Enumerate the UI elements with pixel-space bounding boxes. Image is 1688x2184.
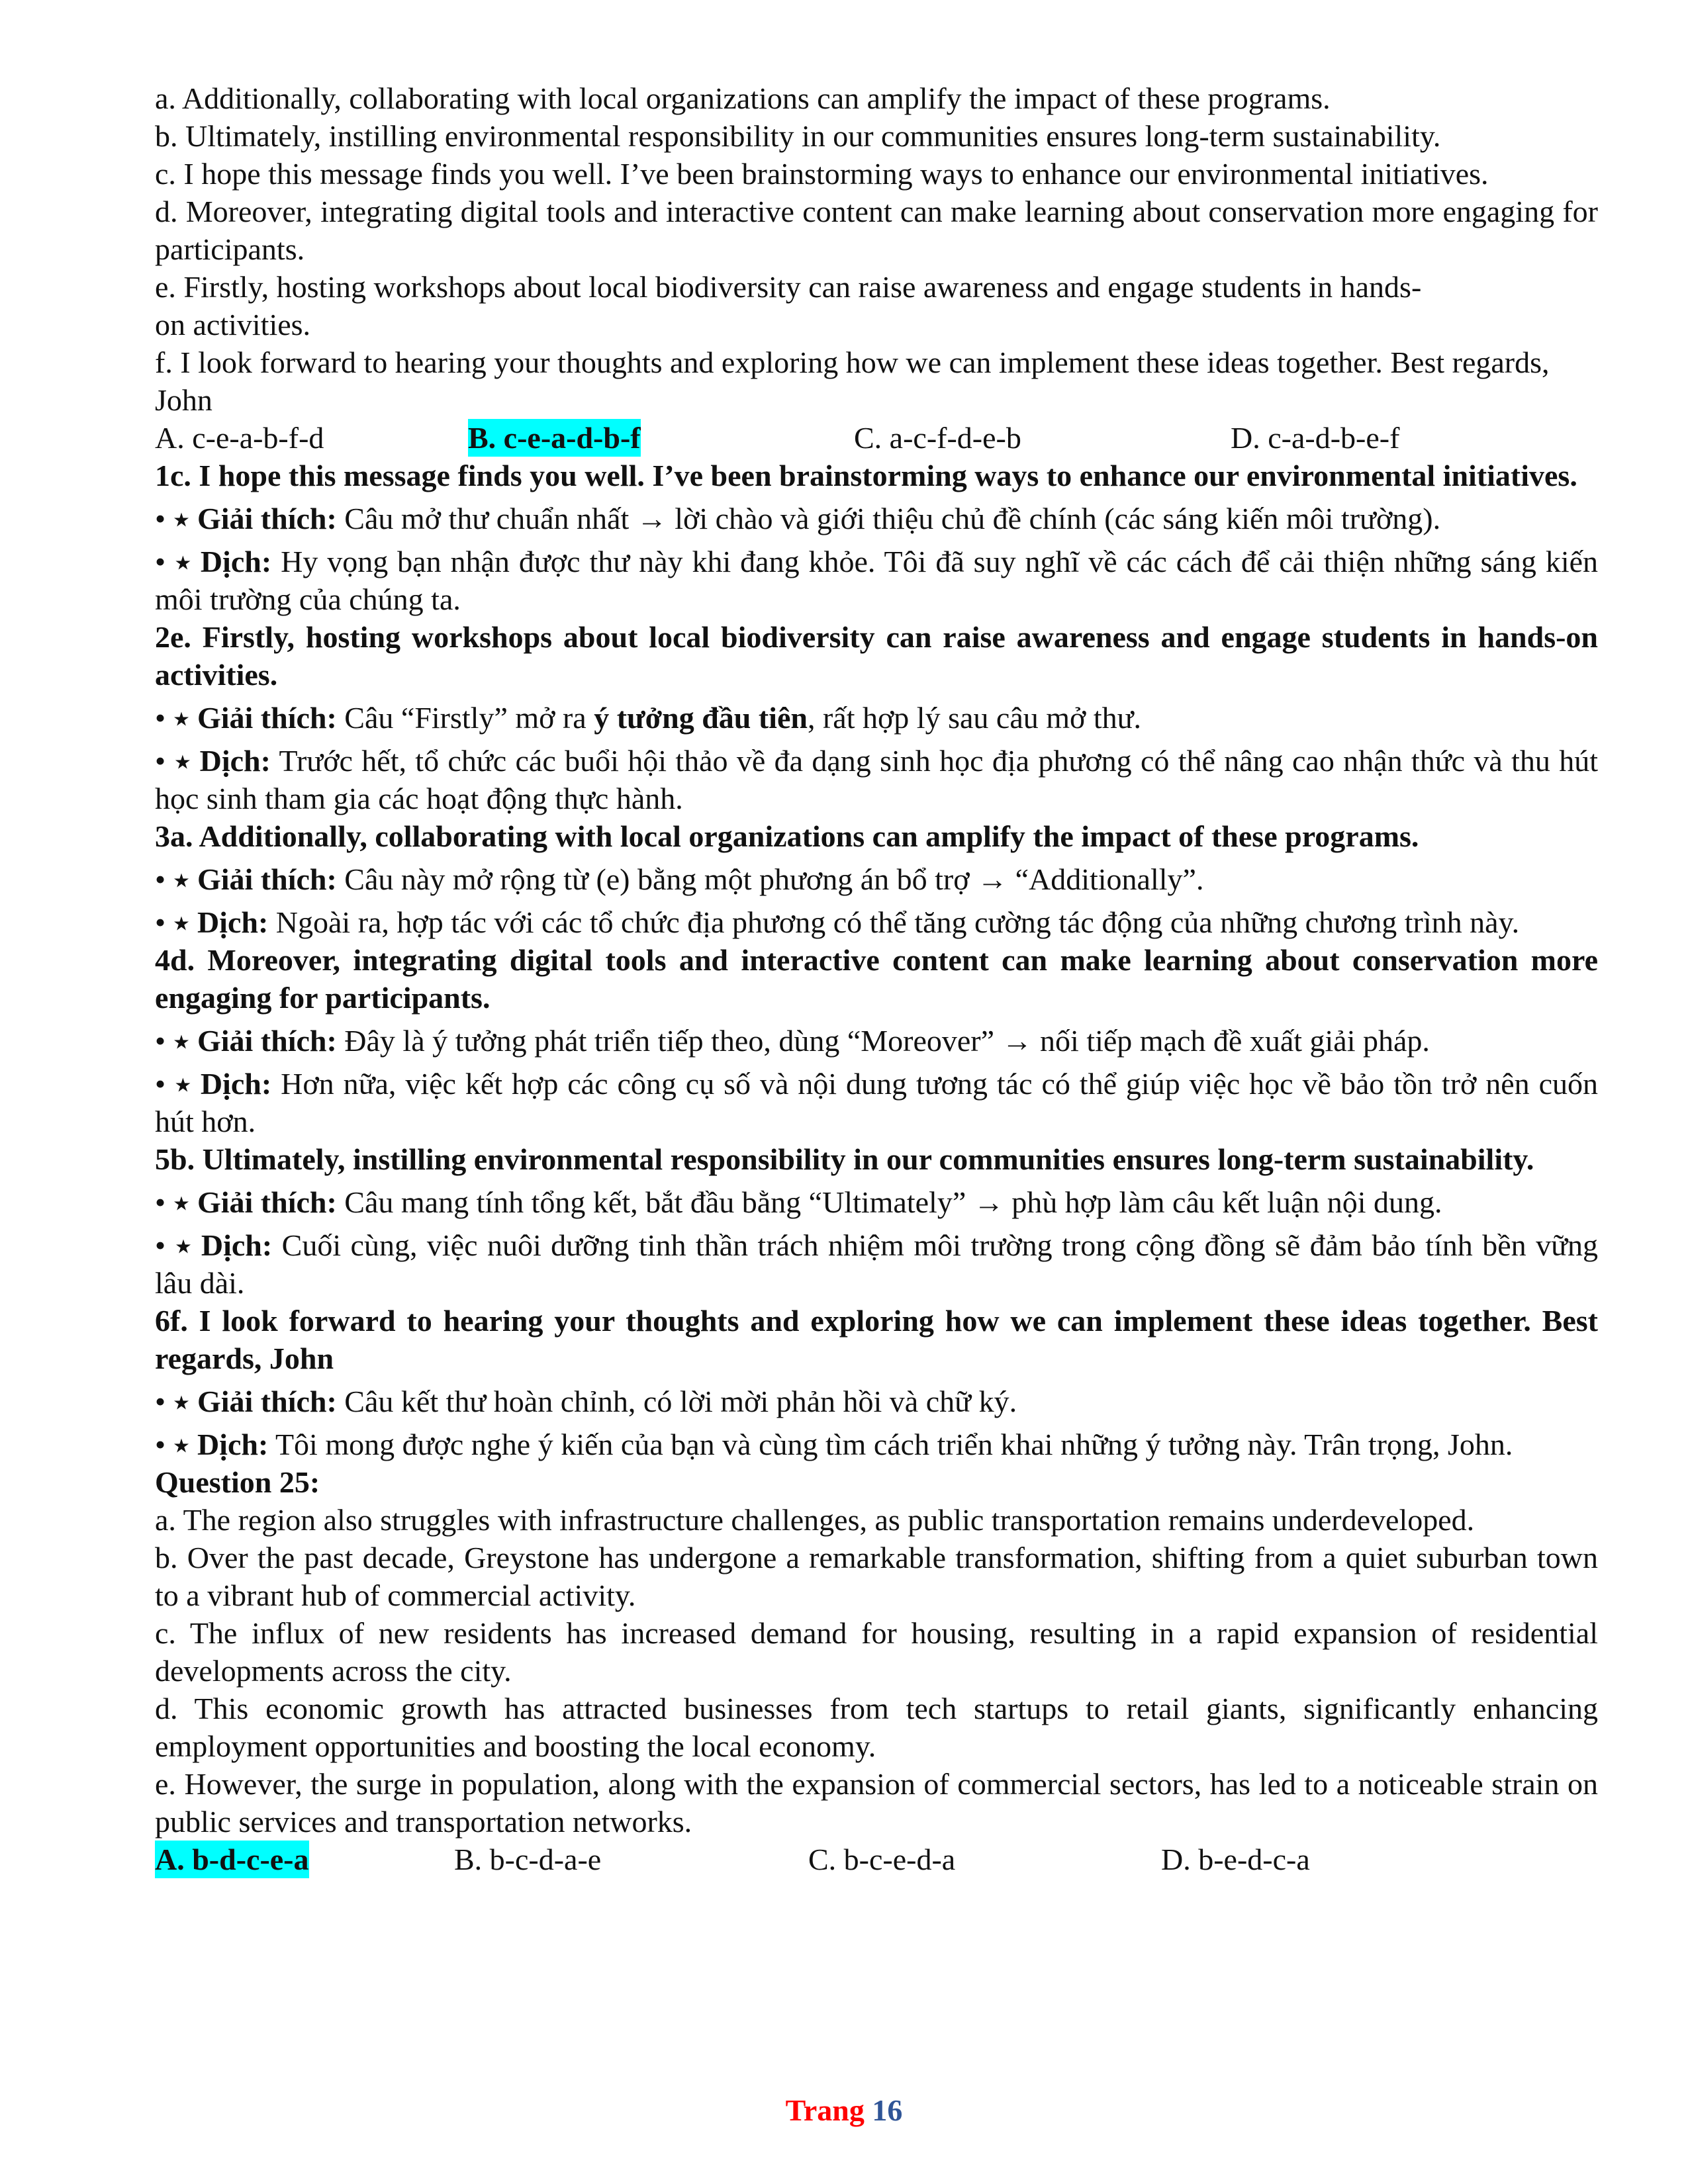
explanation-1: • ⭑ Giải thích: Câu mở thư chuẩn nhất → lời chào và giới thiệu chủ đề chính (các sáng kiến môi trường). bbox=[155, 502, 1441, 535]
explanation-heading-4: 4d. Moreover, integrating digital tools and interactive content can make learning about conservation more engaging for participants. bbox=[155, 943, 1598, 1015]
explanation-heading-6: 6f. I look forward to hearing your thoughts and exploring how we can implement these ideas together. Best regards, John bbox=[155, 1304, 1598, 1375]
translation-3: • ⭑ Dịch: Ngoài ra, hợp tác với các tổ chức địa phương có thể tăng cường tác động của những chương trình này. bbox=[155, 905, 1520, 939]
explanation-5: • ⭑ Giải thích: Câu mang tính tổng kết, bắt đầu bằng “Ultimately” → phù hợp làm câu kết luận nội dung. bbox=[155, 1185, 1442, 1219]
explain-label: Giải thích: bbox=[197, 502, 337, 535]
sentence-f: f. I look forward to hearing your thoughts and exploring how we can implement these ideas together. Best regards, bbox=[155, 345, 1550, 379]
sentence-b: b. Ultimately, instilling environmental responsibility in our communities ensures long-term sustainability. bbox=[155, 119, 1441, 153]
q25-option-a-correct: A. b-d-c-e-a bbox=[155, 1841, 309, 1878]
translation-6: • ⭑ Dịch: Tôi mong được nghe ý kiến của bạn và cùng tìm cách triển khai những ý tưởng này. Trân trọng, John. bbox=[155, 1428, 1513, 1461]
signature: John bbox=[155, 383, 212, 417]
q25-option-c: C. b-c-e-d-a bbox=[808, 1843, 956, 1876]
explain-label: Giải thích: bbox=[197, 1385, 337, 1418]
footer-label: Trang bbox=[785, 2093, 865, 2127]
sentence-d: d. Moreover, integrating digital tools and interactive content can make learning about conservation more engaging for participants. bbox=[155, 195, 1598, 266]
explanation-6: • ⭑ Giải thích: Câu kết thư hoàn chỉnh, có lời mời phản hồi và chữ ký. bbox=[155, 1385, 1017, 1418]
option-a: A. c-e-a-b-f-d bbox=[155, 421, 324, 455]
translate-label: Dịch: bbox=[197, 905, 269, 939]
star-icon: ⭑ bbox=[175, 1228, 192, 1262]
translation-5: • ⭑ Dịch: Cuối cùng, việc nuôi dưỡng tinh thần trách nhiệm môi trường trong cộng đồng sẽ đảm bảo tính bền vững lâu dài. bbox=[155, 1228, 1599, 1300]
explanation-heading-2: 2e. Firstly, hosting workshops about local biodiversity can raise awareness and engage students in hands-on activities. bbox=[155, 620, 1598, 692]
sentence-e-line2: on activities. bbox=[155, 308, 311, 341]
explanation-heading-5: 5b. Ultimately, instilling environmental responsibility in our communities ensures long-term sustainability. bbox=[155, 1142, 1534, 1176]
star-icon: ⭑ bbox=[173, 1185, 190, 1219]
option-b-correct: B. c-e-a-d-b-f bbox=[468, 419, 641, 457]
answer-options-25 bbox=[155, 1841, 1598, 1878]
star-icon: ⭑ bbox=[173, 701, 190, 735]
star-icon: ⭑ bbox=[173, 1428, 190, 1461]
page-number: 16 bbox=[872, 2093, 903, 2127]
sentence-e-line1: e. Firstly, hosting workshops about local biodiversity can raise awareness and engage students in hands- bbox=[155, 270, 1422, 304]
star-icon: ⭑ bbox=[173, 905, 190, 939]
star-icon: ⭑ bbox=[175, 545, 191, 578]
option-d: D. c-a-d-b-e-f bbox=[1231, 421, 1400, 455]
question-25-title: Question 25: bbox=[155, 1465, 320, 1499]
sentence-e bbox=[155, 268, 1598, 343]
explanation-4: • ⭑ Giải thích: Đây là ý tưởng phát triển tiếp theo, dùng “Moreover” → nối tiếp mạch đề xuất giải pháp. bbox=[155, 1024, 1430, 1058]
star-icon: ⭑ bbox=[175, 1067, 191, 1101]
translation-4: • ⭑ Dịch: Hơn nữa, việc kết hợp các công cụ số và nội dung tương tác có thể giúp việc học về bảo tồn trở nên cuốn hút hơn. bbox=[155, 1067, 1599, 1138]
star-icon: ⭑ bbox=[173, 1024, 190, 1058]
explanation-heading-3: 3a. Additionally, collaborating with local organizations can amplify the impact of these programs. bbox=[155, 819, 1419, 853]
translate-label: Dịch: bbox=[201, 1228, 273, 1262]
q25-sentence-e: e. However, the surge in population, along with the expansion of commercial sectors, has led to a noticeable strain on public services and transportation networks. bbox=[155, 1767, 1598, 1839]
q25-option-b: B. b-c-d-a-e bbox=[454, 1843, 602, 1876]
translate-label: Dịch: bbox=[200, 1067, 272, 1101]
q25-option-d: D. b-e-d-c-a bbox=[1161, 1843, 1310, 1876]
star-icon: ⭑ bbox=[173, 502, 190, 535]
q25-sentence-b: b. Over the past decade, Greystone has undergone a remarkable transformation, shifting from a quiet suburban town to a vibrant hub of commercial activity. bbox=[155, 1541, 1598, 1612]
explain-label: Giải thích: bbox=[197, 1024, 337, 1058]
explanation-heading-1: 1c. I hope this message finds you well. I’ve been brainstorming ways to enhance our environmental initiatives. bbox=[155, 459, 1577, 492]
page-footer bbox=[0, 2093, 1688, 2128]
q25-sentence-a: a. The region also struggles with infrastructure challenges, as public transportation remains underdeveloped. bbox=[155, 1503, 1475, 1537]
sentence-c: c. I hope this message finds you well. I’ve been brainstorming ways to enhance our environmental initiatives. bbox=[155, 157, 1489, 191]
explain-label: Giải thích: bbox=[197, 701, 337, 735]
q25-sentence-c: c. The influx of new residents has increased demand for housing, resulting in a rapid expansion of residential developments across the city. bbox=[155, 1616, 1598, 1688]
option-c: C. a-c-f-d-e-b bbox=[854, 421, 1021, 455]
sentence-a: a. Additionally, collaborating with local organizations can amplify the impact of these programs. bbox=[155, 81, 1331, 115]
explain-label: Giải thích: bbox=[197, 1185, 337, 1219]
translate-label: Dịch: bbox=[200, 545, 272, 578]
star-icon: ⭑ bbox=[173, 862, 190, 896]
explanation-2: • ⭑ Giải thích: Câu “Firstly” mở ra ý tưởng đầu tiên, rất hợp lý sau câu mở thư. bbox=[155, 701, 1142, 735]
translate-label: Dịch: bbox=[199, 744, 271, 778]
translate-label: Dịch: bbox=[197, 1428, 269, 1461]
explain-label: Giải thích: bbox=[197, 862, 337, 896]
answer-options-1 bbox=[155, 419, 1598, 457]
star-icon: ⭑ bbox=[174, 744, 191, 778]
translation-1: • ⭑ Dịch: Hy vọng bạn nhận được thư này khi đang khỏe. Tôi đã suy nghĩ về các cách để cải thiện những sáng kiến môi trường của chúng ta. bbox=[155, 545, 1599, 616]
star-icon: ⭑ bbox=[173, 1385, 190, 1418]
explanation-3: • ⭑ Giải thích: Câu này mở rộng từ (e) bằng một phương án bổ trợ → “Additionally”. bbox=[155, 862, 1204, 896]
q25-sentence-d: d. This economic growth has attracted businesses from tech startups to retail giants, significantly enhancing employment opportunities and boosting the local economy. bbox=[155, 1692, 1598, 1763]
translation-2: • ⭑ Dịch: Trước hết, tổ chức các buổi hội thảo về đa dạng sinh học địa phương có thể nâng cao nhận thức và thu hút học sinh tham gia các hoạt động thực hành. bbox=[155, 744, 1599, 815]
page-content bbox=[155, 79, 1598, 1878]
